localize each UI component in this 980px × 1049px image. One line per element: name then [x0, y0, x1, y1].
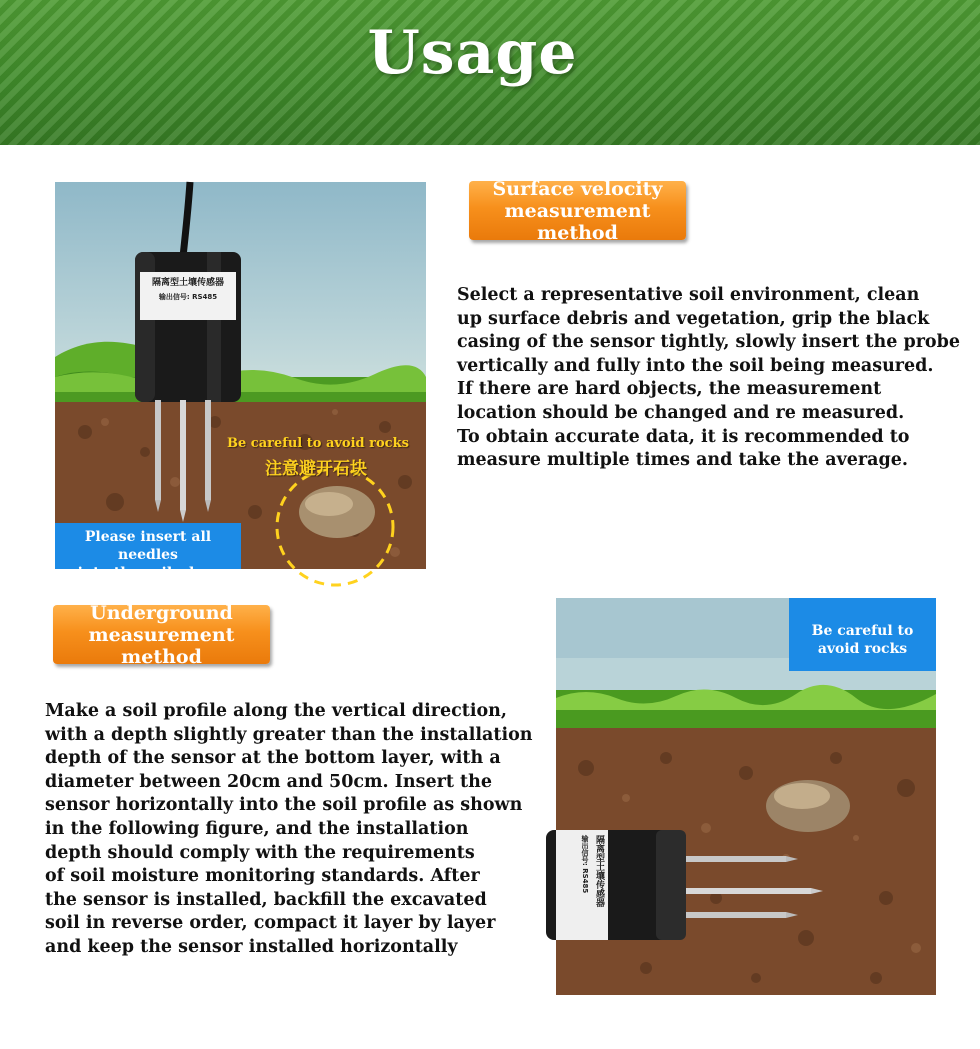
- vertical-insertion-photo: [55, 182, 426, 599]
- sensor-label-2: 隔离型土壤传感器 输出信号: RS485: [581, 835, 604, 907]
- rock-caption-cn: 注意避开石块: [265, 459, 367, 479]
- underground-method-paragraph: Make a soil profile along the vertical direction, with a depth slightly greater than the installation depth of the sensor at the bottom layer, with a diameter between 20cm and 50cm. Insert the sensor horizontally into the soil profile as shown in the following figure, and the installation depth should comply with the requirements of soil moisture monitoring standards. After the sensor is installed, backfill the excavated soil in reverse order, compact it layer by layer and keep the sensor installed horizontally: [45, 701, 533, 957]
- rock-caption-en: Be careful to avoid rocks: [227, 436, 409, 451]
- avoid-rocks-tag: Be careful to avoid rocks: [789, 598, 936, 671]
- usage-banner: [0, 0, 980, 145]
- vertical-insertion-illustration: [55, 182, 426, 569]
- needle-note: Please insert all needles into the soil when using: [55, 523, 241, 569]
- horizontal-insertion-photo: [556, 598, 936, 995]
- surface-method-paragraph: Select a representative soil environment, clean up surface debris and vegetation, grip the black casing of the sensor tightly, slowly insert the probe vertically and fully into the soil being measured. If there are hard objects, the measurement location should be changed and re measured. To obtain accurate data, it is recommended to measure multiple times and take the average.: [457, 285, 960, 471]
- surface-velocity-method-button: Surface velocity measurement method: [469, 181, 686, 240]
- underground-method-button: Underground measurement method: [53, 605, 270, 664]
- banner-title: Usage: [367, 18, 578, 88]
- sensor-label-1: 隔离型土壤传感器 输出信号: RS485: [151, 278, 224, 301]
